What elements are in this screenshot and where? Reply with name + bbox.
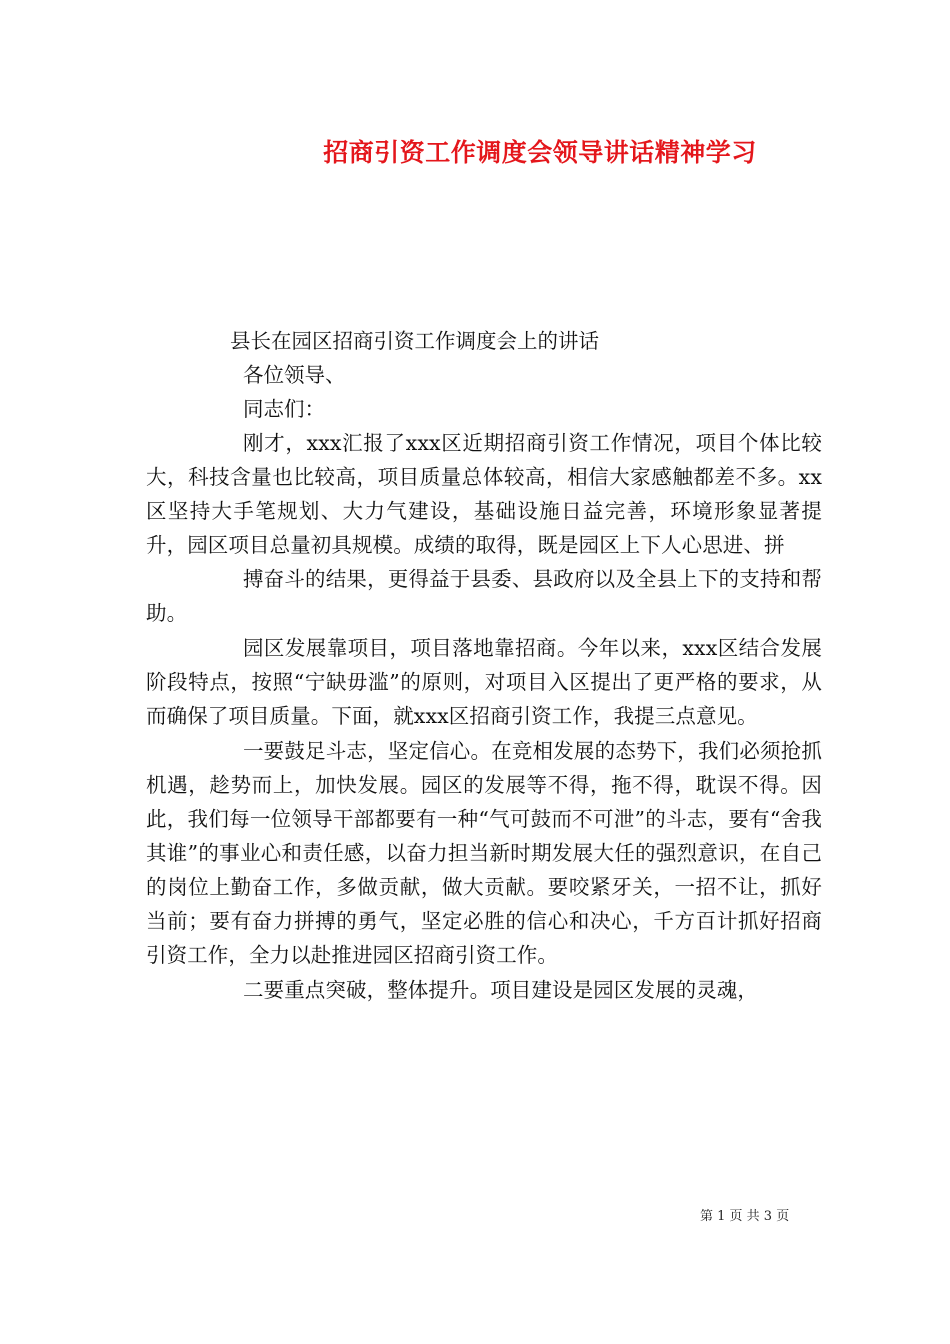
paragraph-intro: 刚才，xxx汇报了xxx区近期招商引资工作情况，项目个体比较大，科技含量也比较高，项目质量总体较高，相信大家感触都差不多。xx区坚持大手笔规划、大力气建设，基础设施日益完善，环境形象显著提升，园区项目总量初具规模。成绩的取得，既是园区上下人心思进、拼 — [146, 431, 822, 557]
salutation-comrades: 同志们： — [243, 397, 325, 421]
speech-subtitle: 县长在园区招商引资工作调度会上的讲话 — [230, 329, 599, 353]
paragraph-projects: 园区发展靠项目，项目落地靠招商。今年以来，xxx区结合发展阶段特点，按照“宁缺毋滥”的原则，对项目入区提出了更严格的要求，从而确保了项目质量。下面，就xxx区招商引资工作，我提三点意见。 — [146, 636, 822, 728]
page-number: 第 1 页 共 3 页 — [700, 1209, 790, 1224]
document-body — [146, 324, 822, 1007]
salutation-leaders: 各位领导、 — [243, 363, 346, 387]
document-title: 招商引资工作调度会领导讲话精神学习 — [323, 138, 757, 167]
paragraph-point-one: 一要鼓足斗志，坚定信心。在竞相发展的态势下，我们必须抢抓机遇，趁势而上，加快发展。园区的发展等不得，拖不得，耽误不得。因此，我们每一位领导干部都要有一种“气可鼓而不可泄”的斗志，要有“舍我其谁”的事业心和责任感，以奋力担当新时期发展大任的强烈意识，在自己的岗位上勤奋工作，多做贡献，做大贡献。要咬紧牙关，一招不让，抓好当前；要有奋力拼搏的勇气，坚定必胜的信心和决心，千方百计抓好招商引资工作，全力以赴推进园区招商引资工作。 — [146, 739, 822, 967]
paragraph-point-two: 二要重点突破，整体提升。项目建设是园区发展的灵魂， — [243, 978, 758, 1002]
paragraph-intro-continued: 搏奋斗的结果，更得益于县委、县政府以及全县上下的支持和帮助。 — [146, 567, 822, 625]
